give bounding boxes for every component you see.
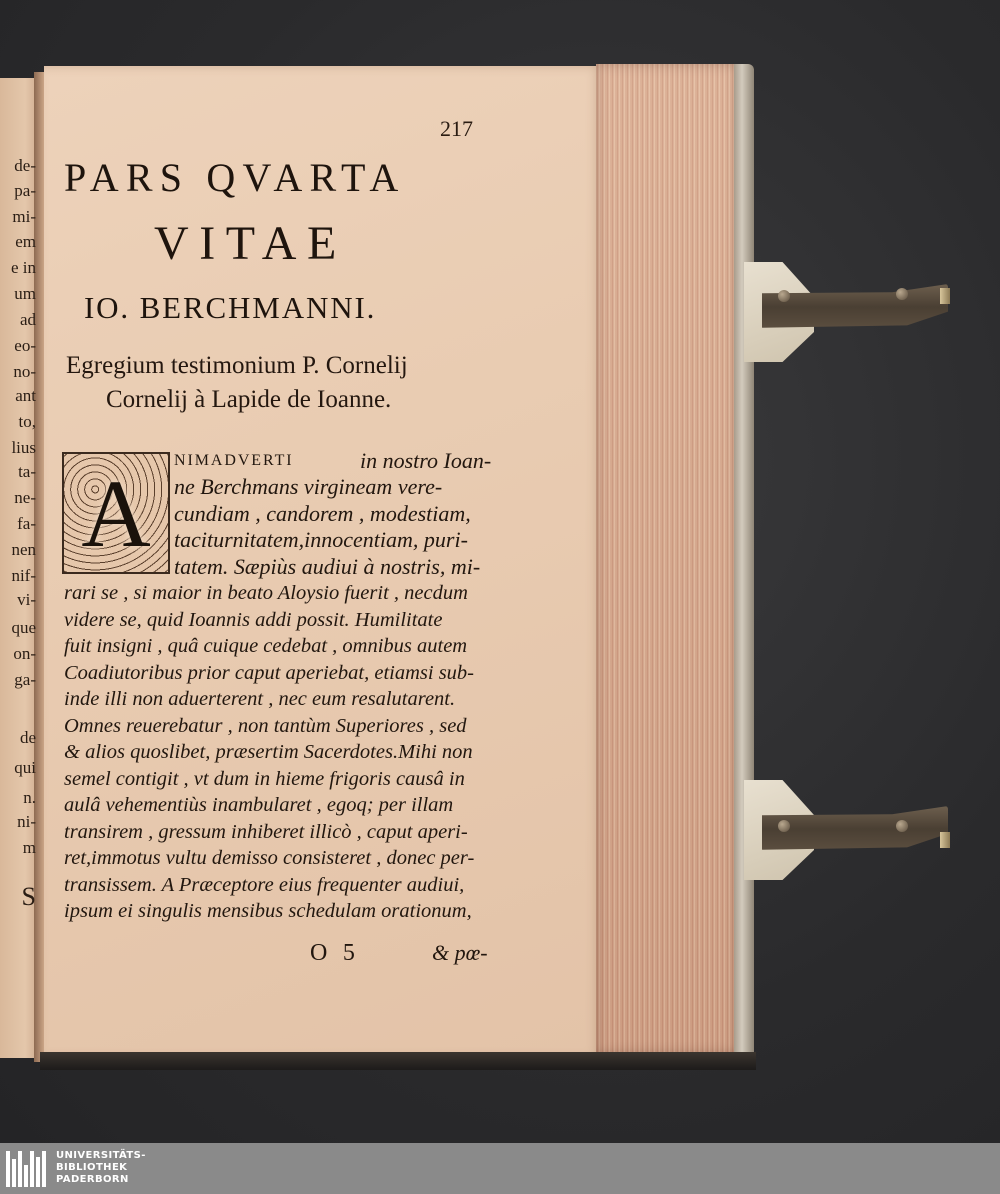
left-page-fragment: ne-	[14, 488, 36, 507]
body-line: tatem. Sæpiùs audiui à nostris, mi-	[174, 553, 481, 579]
logo-line-3: PADERBORN	[56, 1174, 129, 1185]
body-line: videre se, quid Ioannis addi possit. Humilitate	[64, 608, 443, 631]
body-line: Omnes reuerebatur , non tantùm Superiores , sed	[64, 714, 467, 737]
left-page-fragment: ant	[15, 386, 36, 405]
body-line: ipsum ei singulis mensibus schedulam orationum,	[64, 900, 472, 922]
body-line: & alios quoslibet, præsertim Sacerdotes.Mihi non	[64, 741, 473, 763]
left-page-fragment: de	[19, 728, 36, 747]
body-line: ret,immotus vultu demisso consisteret , donec per-	[64, 847, 475, 869]
logo-bar	[30, 1151, 34, 1187]
left-page-fragment: mi-	[12, 207, 36, 226]
left-page-fragment: vi-	[17, 590, 36, 609]
left-page-fragment: eo-	[14, 336, 36, 355]
left-page-fragment: um	[14, 284, 36, 303]
title-line-1: PARS QVARTA	[64, 155, 406, 200]
opening-capitals: NIMADVERTI	[174, 452, 294, 469]
bottom-cover	[40, 1052, 756, 1070]
left-page-fragment: ta-	[18, 462, 36, 481]
body-line: fuit insigni , quâ cuique cedebat , omnibus autem	[64, 635, 468, 657]
opening-italic: in nostro Ioan-	[360, 448, 492, 473]
body-line: aulâ vehementiùs inambularet , egoq; per illam	[64, 794, 454, 816]
subtitle-line-2: Cornelij à Lapide de Ioanne.	[106, 386, 392, 413]
left-page-fragment: nif-	[11, 566, 36, 585]
title-line-3: IO. BERCHMANNI.	[84, 290, 377, 325]
body-line: ne Berchmans virgineam vere-	[174, 474, 443, 499]
left-page-fragment: que	[11, 618, 36, 637]
body-line: cundiam , candorem , modestiam,	[174, 500, 471, 526]
left-page-fragment: ga-	[14, 670, 36, 689]
initial-letter: A	[81, 460, 151, 567]
left-page-fragment: S	[21, 882, 36, 911]
logo-bar	[6, 1151, 10, 1187]
signature-mark: O 5	[310, 940, 360, 966]
left-page-fragment: no-	[13, 362, 36, 381]
left-page-fragment: pa-	[14, 181, 36, 200]
logo-bar	[36, 1157, 40, 1187]
left-page-fragment: n.	[23, 788, 36, 807]
library-logo-icon	[6, 1151, 46, 1187]
left-page-fragment: ad	[19, 310, 36, 329]
left-page-fragment: de-	[14, 156, 36, 175]
left-page-fragment: nen	[11, 540, 36, 559]
body-line: transissem. A Præceptore eius frequenter audiui,	[64, 873, 465, 896]
body-line: Coadiutoribus prior caput aperiebat, etiamsi sub-	[64, 661, 474, 684]
left-page-fragment: to,	[18, 412, 36, 431]
logo-bar	[18, 1151, 22, 1187]
left-page-fragment: ni-	[17, 812, 36, 831]
page-block-edge	[596, 64, 738, 1054]
catchword: & pœ-	[432, 940, 488, 965]
logo-bar	[42, 1151, 46, 1187]
page-number: 217	[440, 116, 473, 141]
library-footer	[0, 1143, 1000, 1194]
left-page-fragment: em	[15, 232, 36, 251]
left-page-fragment: qui	[14, 758, 36, 777]
body-line: taciturnitatem,innocentiam, puri-	[174, 527, 468, 552]
left-page-fragment: on-	[13, 644, 36, 663]
left-page-fragment: e in	[10, 258, 36, 277]
cover-edge	[734, 64, 754, 1064]
logo-bar	[12, 1159, 16, 1187]
left-page-fragment: fa-	[17, 514, 36, 533]
body-line: transirem , gressum inhiberet illicò , caput aperi-	[64, 820, 468, 843]
logo-line-1: UNIVERSITÄTS-	[56, 1150, 146, 1161]
body-line: inde illi non aduerterent , nec eum resalutarent.	[64, 688, 456, 710]
title-line-2: VITAE	[154, 217, 347, 270]
decorated-initial	[62, 452, 170, 574]
logo-bar	[24, 1165, 28, 1187]
logo-line-2: BIBLIOTHEK	[56, 1162, 128, 1173]
body-line: semel contigit , vt dum in hieme frigoris causâ in	[64, 767, 465, 790]
left-page-fragment: m	[22, 838, 36, 857]
left-page-fragment: lius	[11, 438, 36, 457]
body-line: rari se , si maior in beato Aloysio fuerit , necdum	[64, 582, 468, 604]
subtitle-line-1: Egregium testimonium P. Cornelij	[66, 352, 408, 379]
